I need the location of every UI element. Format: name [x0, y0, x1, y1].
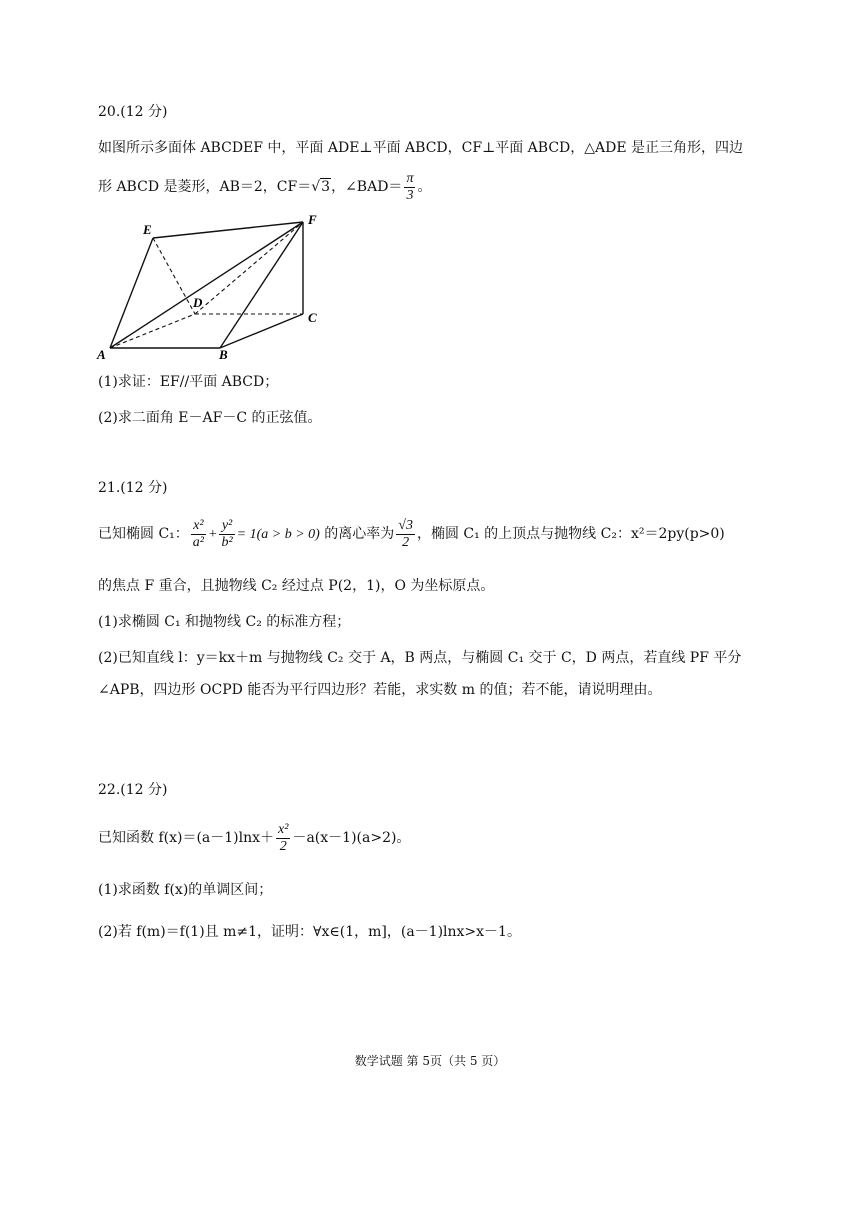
fraction-denominator: 3 — [406, 187, 414, 203]
fraction-denominator: 2 — [402, 534, 410, 550]
x2-over-2-fraction — [276, 822, 290, 855]
q20-line2-text-a: 形 ABCD 是菱形，AB＝2，CF＝ — [98, 179, 312, 195]
sqrt-symbol: √ — [311, 179, 321, 195]
sqrt-radicand: 3 — [321, 179, 331, 195]
vertex-label-b: B — [219, 347, 228, 362]
q20-line2-text-b: ，∠BAD＝ — [331, 179, 403, 195]
q22-header: 22.(12 分) — [98, 782, 168, 798]
equation-rest: = 1(a > b > 0) — [236, 527, 320, 542]
q21-line1 — [98, 514, 725, 555]
q22-line1-text-a: 已知函数 f(x)＝(a－1)lnx＋ — [98, 830, 275, 846]
y2-over-b2-fraction — [219, 518, 234, 551]
q21-line1-text-c: ，椭圆 C₁ 的上顶点与抛物线 C₂：x²＝2py(p>0) — [416, 526, 725, 542]
eccentricity-fraction — [396, 518, 415, 551]
q22-line1-text-b: －a(x－1)(a>2)。 — [292, 830, 411, 846]
q22-part2: (2)若 f(m)＝f(1)且 m≠1，证明：∀x∈(1，m]，(a－1)lnx>x－1。 — [98, 924, 521, 940]
q22-part1: (1)求函数 f(x)的单调区间； — [98, 882, 273, 898]
vertex-label-e: E — [143, 222, 152, 237]
fraction-numerator: √3 — [398, 517, 413, 533]
fraction-denominator: a² — [192, 534, 204, 550]
q21-part2-line1: (2)已知直线 l：y＝kx＋m 与抛物线 C₂ 交于 A，B 两点，与椭圆 C₁ 交于 C，D 两点，若直线 PF 平分 — [98, 650, 742, 666]
vertex-label-a: A — [97, 347, 106, 362]
plus-sign: + — [207, 527, 218, 542]
fraction-numerator: y² — [221, 517, 233, 533]
q21-part1: (1)求椭圆 C₁ 和抛物线 C₂ 的标准方程； — [98, 614, 351, 630]
vertex-label-f: F — [308, 212, 317, 227]
pi-over-3-fraction — [404, 171, 415, 204]
polyhedron-figure — [95, 210, 335, 365]
q21-line2: 的焦点 F 重合，且抛物线 C₂ 经过点 P(2，1)，O 为坐标原点。 — [98, 578, 495, 594]
vertex-label-d: D — [193, 295, 203, 310]
x2-over-a2-fraction — [191, 518, 206, 551]
q20-part2: (2)求二面角 E－AF－C 的正弦值。 — [98, 410, 322, 426]
fraction-denominator: b² — [221, 534, 233, 550]
q22-line1 — [98, 818, 410, 858]
q20-line1: 如图所示多面体 ABCDEF 中，平面 ADE⊥平面 ABCD，CF⊥平面 ABCD，△ADE 是正三角形，四边 — [98, 140, 744, 156]
page-footer: 数学试题 第 5页（共 5 页） — [354, 1054, 506, 1068]
q21-line1-text-a: 已知椭圆 C₁： — [98, 526, 189, 542]
q20-line2 — [98, 170, 431, 204]
fraction-numerator: π — [406, 170, 414, 186]
fraction-numerator: x² — [193, 517, 204, 533]
q21-header: 21.(12 分) — [98, 480, 168, 496]
fraction-denominator: 2 — [279, 838, 287, 854]
sqrt-3 — [311, 170, 331, 204]
q21-part2-line2: ∠APB，四边形 OCPD 能否为平行四边形？若能，求实数 m 的值；若不能，请说明理由。 — [98, 682, 662, 698]
vertex-label-c: C — [308, 310, 317, 325]
q20-header: 20.(12 分) — [98, 104, 168, 120]
q21-line1-text-b: 的离心率为 — [324, 526, 395, 542]
q20-part1: (1)求证：EF//平面 ABCD； — [98, 374, 279, 390]
fraction-numerator: x² — [278, 821, 289, 837]
q20-line2-text-c: 。 — [417, 179, 432, 195]
